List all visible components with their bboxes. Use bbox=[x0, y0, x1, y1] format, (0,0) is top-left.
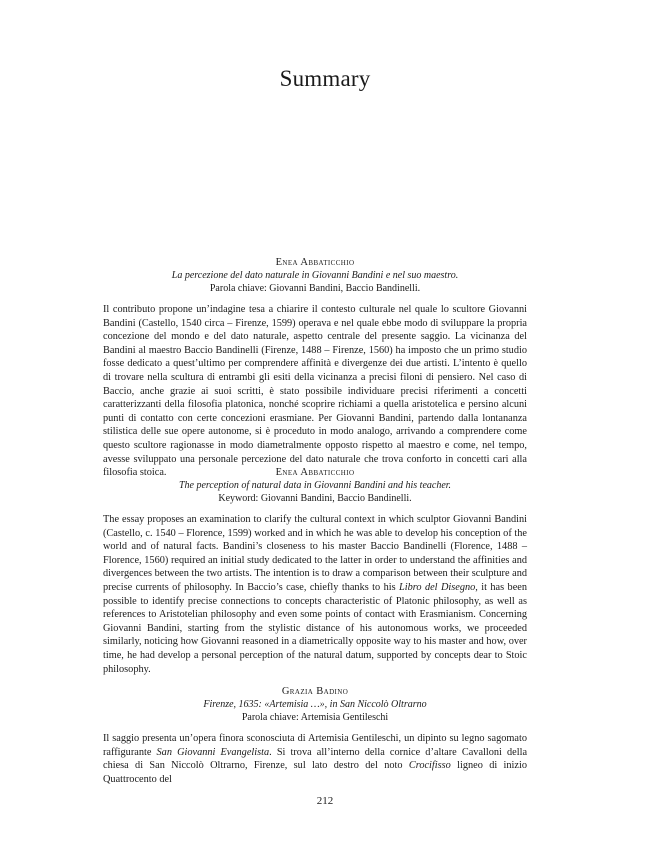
abstract-text: ligneo di inizio Quattrocento del bbox=[103, 760, 528, 785]
summary-entry bbox=[103, 256, 527, 490]
abstract-text: . Si trova all’interno della cornice d’altare Cavalloni della chiesa di San Niccolò Oltrarno, Firenze, sul lato destro del noto bbox=[103, 746, 528, 772]
summary-entry bbox=[103, 466, 527, 686]
page-number: 212 bbox=[316, 795, 334, 807]
abstract-italic-text: Crocifisso bbox=[408, 760, 451, 772]
entry-title: Firenze, 1635: «Artemisia …», in San Niccolò Oltrarno bbox=[203, 699, 427, 710]
entry-author: Enea Abbaticchio bbox=[275, 257, 355, 268]
abstract-text: Il saggio presenta un’opera finora sconosciuta di Artemisia Gentileschi, un dipinto su legno sagomato raffigurante bbox=[103, 733, 527, 758]
entry-abstract bbox=[103, 303, 527, 480]
entry-keywords: Parola chiave: Artemisia Gentileschi bbox=[241, 712, 389, 723]
entry-abstract bbox=[103, 732, 527, 786]
entry-header bbox=[103, 466, 527, 505]
page-title: Summary bbox=[279, 66, 371, 91]
entry-keywords: Parola chiave: Giovanni Bandini, Baccio Bandinelli. bbox=[209, 283, 421, 294]
entry-author: Grazia Badino bbox=[281, 686, 349, 697]
abstract-italic-text: Libro del Disegno bbox=[399, 581, 476, 593]
entry-title: La percezione del dato naturale in Giovanni Bandini e nel suo maestro. bbox=[171, 270, 459, 281]
entry-title: The perception of natural data in Giovanni Bandini and his teacher. bbox=[178, 480, 452, 491]
abstract-italic-text: San Giovanni Evangelista bbox=[156, 746, 270, 758]
abstract-text: The essay proposes an examination to clarify the cultural context in which sculptor Giovanni Bandini (Castello, c. 1540 – Florence, 1599) worked and in which he was able to develop his conception of the world and of natural facts. Bandini’s closeness to his master Baccio Bandinelli (Florence, 1488 – Florence, 1560) required an initial study dedicated to the latter in order to understand the affinities and divergences between the two artists. The intention is to draw a comparison between their sculpture and precise currents of philosophy. In Baccio’s case, chiefly thanks to his bbox=[103, 514, 527, 593]
entry-author: Enea Abbaticchio bbox=[275, 467, 355, 478]
summary-entry bbox=[103, 685, 527, 797]
entry-header bbox=[103, 685, 527, 724]
abstract-text: , it has been possible to identify precise connections to concepts characteristic of Platonic philosophy, as well as references to Aristotelian philosophy and even some points of contact with Erasmianism. Concerning Giovanni Bandini, starting from the stylistic distance of his autonomous works, we proceeded similarly, noticing how Giovanni reasoned in a diametrically opposite way to his master and how, over time, he had develop a personal perception of the natural datum, supported by concepts dear to Stoic philosophy. bbox=[103, 581, 527, 675]
entry-abstract bbox=[103, 513, 527, 676]
entry-header bbox=[103, 256, 527, 295]
abstract-text: Il contributo propone un’indagine tesa a chiarire il contesto culturale nel quale lo scultore Giovanni Bandini (Castello, 1540 circa – Firenze, 1599) operava e nel quale ebbe modo di sviluppare la propria concezione del mondo e del dato naturale, aspetto centrale del presente saggio. La vicinanza del Bandini al maestro Baccio Bandinelli (Firenze, 1488 – Firenze, 1560) ha imposto che un primo studio fosse dedicato a quest’ultimo per comprendere affinità e divergenze dei due artisti. L’intento è quello di trovare nella scultura di entrambi gli esiti della vicinanza a precisi filoni di pensiero. Nel caso di Baccio, anche grazie ai suoi scritti, è stato possibile individuare precisi riferimenti a concetti caratterizzanti della filosofia platonica, nonché scoprire richiami a quella aristotelica e persino alcuni punti di contatto con certe concezioni erasmiane. Per Giovanni Bandini, partendo dalla lontananza stilistica delle sue opere autonome, si è proceduto in modo analogo, arrivando a comprendere come questo scultore ragionasse in modo diametralmente opposto rispetto al maestro e come, nel tempo, avesse sviluppato una personale percezione del dato naturale che trova conforto in concetti cari alla filosofia stoica. bbox=[103, 304, 527, 479]
entry-keywords: Keyword: Giovanni Bandini, Baccio Bandinelli. bbox=[218, 493, 412, 504]
